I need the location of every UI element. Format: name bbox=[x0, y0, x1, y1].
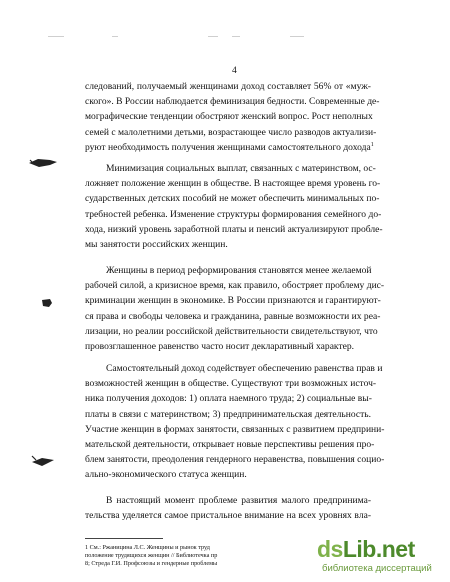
text-line: ложняет положение женщин в обществе. В настоящее время уровень го- bbox=[85, 178, 381, 190]
paragraph-4 bbox=[85, 361, 385, 483]
footnote-separator bbox=[85, 538, 163, 539]
text-line: Участие женщин в формах занятости, связанных с развитием предприни- bbox=[85, 423, 385, 435]
text-line: семей с малолетними детьми, возрастающее число разводов актуализи- bbox=[85, 126, 377, 138]
text-line: требностей ребенка. Изменение структуры формирования семейного до- bbox=[85, 208, 382, 220]
text-line-content: руют необходимость получения женщинами самостоятельного дохода bbox=[85, 141, 371, 153]
text-line: следований, получаемый женщинами доход составляет 56% от «муж- bbox=[85, 81, 371, 92]
text-line: сударственных детских пособий не может обеспечить минимальных по- bbox=[85, 193, 380, 205]
text-line: ально-экономического статуса женщин. bbox=[85, 469, 247, 481]
paragraph-3 bbox=[85, 263, 385, 354]
logo-ds: ds bbox=[317, 536, 343, 562]
scan-mark-2 bbox=[40, 297, 54, 309]
scan-artifact-top bbox=[0, 36, 450, 44]
text-line: В настоящий момент проблеме развития малого предпринима- bbox=[106, 495, 371, 506]
scan-mark-1 bbox=[28, 156, 58, 170]
site-watermark[interactable] bbox=[310, 534, 450, 578]
text-line: тельства уделяется самое пристальное внимание на всех уровнях вла- bbox=[85, 510, 371, 522]
footnote-line: 1 См.: Ржаницина Л.С. Женщины и рынок труд bbox=[85, 544, 210, 551]
paragraph-5 bbox=[85, 493, 371, 523]
watermark-subtitle: библиотека диссертаций bbox=[322, 563, 432, 574]
text-line: ся права и свободы человека и гражданина, равные возможности их реа- bbox=[85, 310, 381, 322]
footnote-line: 8; Стреда Г.И. Профсоюзы и гендерные проблемы bbox=[85, 560, 218, 568]
text-line: Женщины в период реформирования становятся менее желаемой bbox=[106, 265, 372, 276]
text-line: ника получения доходов: 1) оплата наемного труда; 2) социальные вы- bbox=[85, 393, 372, 405]
text-line: Минимизация социальных выплат, связанных с материнством, ос- bbox=[106, 163, 376, 174]
logo-lib: Lib.net bbox=[342, 536, 415, 562]
footnote bbox=[85, 544, 315, 569]
text-line: блем занятости, преодоления гендерного неравенства, повышения социо- bbox=[85, 454, 385, 466]
footnote-line: положение трудящихся женщин // Библиотечка пр bbox=[85, 552, 218, 560]
scan-mark-3 bbox=[30, 454, 56, 470]
text-line: криминации женщин в экономике. В России признаются и гарантируют- bbox=[85, 295, 381, 307]
text-line bbox=[85, 140, 374, 155]
paragraph-1 bbox=[85, 79, 380, 155]
watermark-logo bbox=[317, 536, 415, 563]
paragraph-2 bbox=[85, 161, 383, 252]
text-line: ского». В России наблюдается феминизация бедности. Современные де- bbox=[85, 96, 380, 108]
text-line: Самостоятельный доход содействует обеспечению равенства прав и bbox=[106, 363, 383, 374]
text-line: хода, низкий уровень заработной платы и пенсий актуализируют пробле- bbox=[85, 223, 383, 235]
text-line: лизации, но реалии российской действительности свидетельствуют, что bbox=[85, 325, 378, 337]
text-line: платы в связи с материнством; 3) предпринимательская деятельность. bbox=[85, 408, 371, 420]
text-line: мательской деятельности, открывает новые перспективы решения про- bbox=[85, 438, 375, 450]
page-number: 4 bbox=[232, 66, 237, 76]
footnote-ref: 1 bbox=[370, 141, 374, 148]
text-line: рабочей силой, а кризисное время, как правило, обостряет проблему дис- bbox=[85, 280, 385, 292]
text-line: мы занятости российских женщин. bbox=[85, 238, 228, 250]
text-line: провозглашенное равенство часто носит декларативный характер. bbox=[85, 340, 355, 352]
text-line: возможностей женщин в обществе. Существуют три возможных источ- bbox=[85, 378, 377, 390]
text-line: мографические тенденции обостряют женский вопрос. Рост неполных bbox=[85, 111, 373, 123]
